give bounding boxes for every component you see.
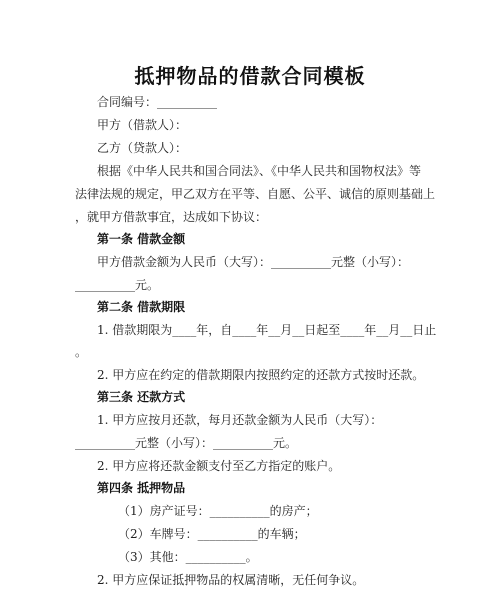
- article-2-item-2: 2. 甲方应在约定的借款期限内按照约定的还款方式按时还款。: [97, 368, 425, 382]
- party-a-line: 甲方（借款人）：: [97, 118, 188, 132]
- article-3-heading: 第三条 还款方式: [97, 390, 186, 404]
- document-title: 抵押物品的借款合同模板: [134, 64, 366, 88]
- preamble-line-1: 根据《中华人民共和国合同法》、《中华人民共和国物权法》等: [97, 164, 422, 178]
- contract-number-line: 合同编号：__________: [97, 95, 218, 109]
- preamble-line-2: 法律法规的规定，甲乙双方在平等、自愿、公平、诚信的原则基础上: [75, 187, 436, 201]
- article-1-line-2: __________元。: [75, 278, 160, 292]
- article-4-item-other: （3）其他：__________。: [118, 550, 258, 564]
- article-2-item-1-end: 。: [75, 345, 88, 359]
- article-4-item-2: 2. 甲方应保证抵押物品的权属清晰，无任何争议。: [97, 573, 365, 587]
- article-2-heading: 第二条 借款期限: [97, 300, 186, 314]
- article-3-item-1-cont: __________元整（小写）：__________元。: [75, 436, 298, 450]
- article-1-line-1: 甲方借款金额为人民币（大写）：__________元整（小写）：: [97, 255, 410, 269]
- article-4-item-property: （1）房产证号：__________的房产；: [118, 504, 318, 518]
- article-3-item-2: 2. 甲方应将还款金额支付至乙方指定的账户。: [97, 459, 341, 473]
- article-3-item-1: 1. 甲方应按月还款，每月还款金额为人民币（大写）：: [97, 413, 383, 427]
- article-4-item-vehicle: （2）车牌号：__________的车辆；: [118, 527, 306, 541]
- party-b-line: 乙方（贷款人）：: [97, 141, 188, 155]
- preamble-line-3: ，就甲方借款事宜，达成如下协议：: [75, 210, 268, 224]
- article-4-heading: 第四条 抵押物品: [97, 481, 186, 495]
- article-1-heading: 第一条 借款金额: [97, 232, 186, 246]
- article-2-item-1: 1. 借款期限为____年，自____年__月__日起至____年__月__日止: [97, 323, 437, 337]
